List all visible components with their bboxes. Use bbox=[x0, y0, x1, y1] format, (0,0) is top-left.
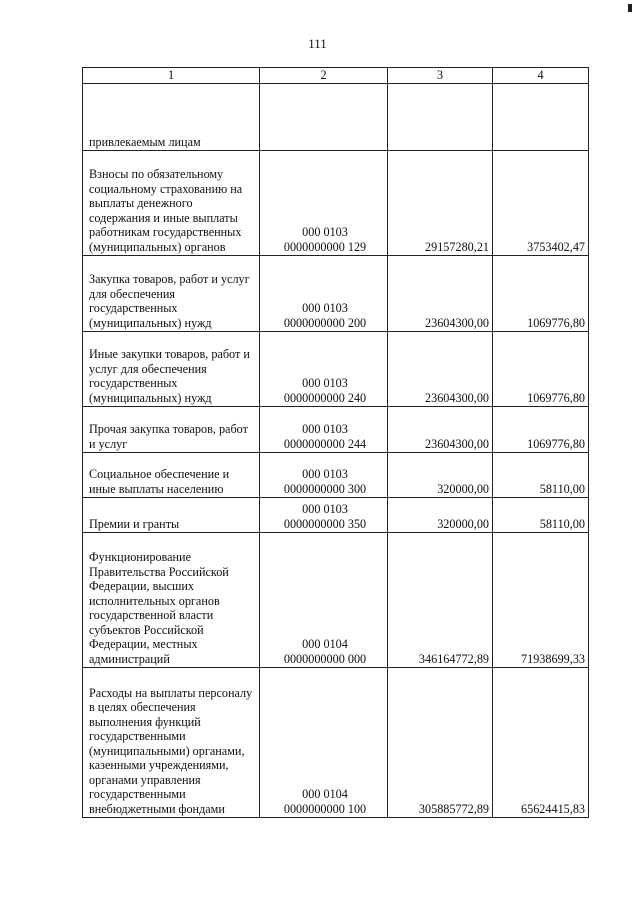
table-row bbox=[83, 84, 589, 151]
row-name: Функционирование Правительства Российской Федерации, высших исполнительных органов государственной власти субъектов Российской Федерации, местных администраций bbox=[83, 533, 260, 668]
row-value-col4: 65624415,83 bbox=[493, 668, 589, 818]
row-code-part1: 000 0104 bbox=[302, 637, 348, 651]
row-name: Иные закупки товаров, работ и услуг для обеспечения государственных (муниципальных) нужд bbox=[83, 332, 260, 407]
row-value-col3 bbox=[388, 84, 493, 151]
table-row bbox=[83, 332, 589, 407]
row-code bbox=[260, 332, 388, 407]
row-name: Премии и гранты bbox=[83, 498, 260, 533]
row-value-col3: 29157280,21 bbox=[388, 151, 493, 256]
row-code-part2: 0000000000 100 bbox=[283, 801, 367, 816]
scan-mark bbox=[628, 4, 632, 12]
row-code-part2: 0000000000 350 bbox=[283, 516, 367, 531]
column-header: 3 bbox=[388, 68, 493, 84]
row-value-col3: 346164772,89 bbox=[388, 533, 493, 668]
row-code-part2: 0000000000 240 bbox=[283, 390, 367, 405]
row-name: Социальное обеспечение и иные выплаты населению bbox=[83, 453, 260, 498]
row-code-part1: 000 0103 bbox=[302, 502, 348, 516]
row-code bbox=[260, 84, 388, 151]
row-value-col4: 58110,00 bbox=[493, 453, 589, 498]
row-value-col4: 1069776,80 bbox=[493, 256, 589, 332]
table-row bbox=[83, 533, 589, 668]
row-value-col3: 23604300,00 bbox=[388, 256, 493, 332]
column-header: 4 bbox=[493, 68, 589, 84]
row-value-col4: 1069776,80 bbox=[493, 332, 589, 407]
row-name: привлекаемым лицам bbox=[83, 84, 260, 151]
row-name: Прочая закупка товаров, работ и услуг bbox=[83, 407, 260, 453]
row-value-col3: 23604300,00 bbox=[388, 407, 493, 453]
row-code bbox=[260, 668, 388, 818]
row-name: Закупка товаров, работ и услуг для обеспечения государственных (муниципальных) нужд bbox=[83, 256, 260, 332]
row-value-col4: 58110,00 bbox=[493, 498, 589, 533]
row-code-part2: 0000000000 300 bbox=[283, 481, 367, 496]
row-value-col4: 71938699,33 bbox=[493, 533, 589, 668]
row-name: Взносы по обязательному социальному страхованию на выплаты денежного содержания и иные выплаты работникам государственных (муниципальных) органов bbox=[83, 151, 260, 256]
row-code-part1: 000 0103 bbox=[302, 225, 348, 239]
column-header: 2 bbox=[260, 68, 388, 84]
row-code bbox=[260, 151, 388, 256]
table-row bbox=[83, 498, 589, 533]
table-row bbox=[83, 668, 589, 818]
column-header: 1 bbox=[83, 68, 260, 84]
row-code bbox=[260, 453, 388, 498]
row-value-col3: 305885772,89 bbox=[388, 668, 493, 818]
row-code bbox=[260, 407, 388, 453]
row-code bbox=[260, 256, 388, 332]
row-value-col3: 320000,00 bbox=[388, 498, 493, 533]
row-code bbox=[260, 533, 388, 668]
row-value-col4: 3753402,47 bbox=[493, 151, 589, 256]
table-row bbox=[83, 407, 589, 453]
row-code-part2: 0000000000 200 bbox=[283, 315, 367, 330]
row-code-part2: 0000000000 244 bbox=[283, 436, 367, 451]
page-number: 111 bbox=[308, 36, 327, 51]
row-code bbox=[260, 498, 388, 533]
row-code-part1: 000 0104 bbox=[302, 787, 348, 801]
row-value-col3: 23604300,00 bbox=[388, 332, 493, 407]
row-value-col4 bbox=[493, 84, 589, 151]
row-code-part2: 0000000000 000 bbox=[283, 651, 367, 666]
row-code-part1: 000 0103 bbox=[302, 422, 348, 436]
budget-table bbox=[82, 67, 589, 818]
row-name: Расходы на выплаты персоналу в целях обеспечения выполнения функций государственными (муниципальными) органами, казенными учреждениями, органами управления государственными внебюджетными фондами bbox=[83, 668, 260, 818]
row-code-part1: 000 0103 bbox=[302, 376, 348, 390]
row-value-col4: 1069776,80 bbox=[493, 407, 589, 453]
header-row bbox=[83, 68, 589, 84]
row-code-part1: 000 0103 bbox=[302, 467, 348, 481]
table-row bbox=[83, 453, 589, 498]
row-value-col3: 320000,00 bbox=[388, 453, 493, 498]
row-code-part1: 000 0103 bbox=[302, 301, 348, 315]
table-row bbox=[83, 151, 589, 256]
row-code-part2: 0000000000 129 bbox=[283, 239, 367, 254]
table-row bbox=[83, 256, 589, 332]
